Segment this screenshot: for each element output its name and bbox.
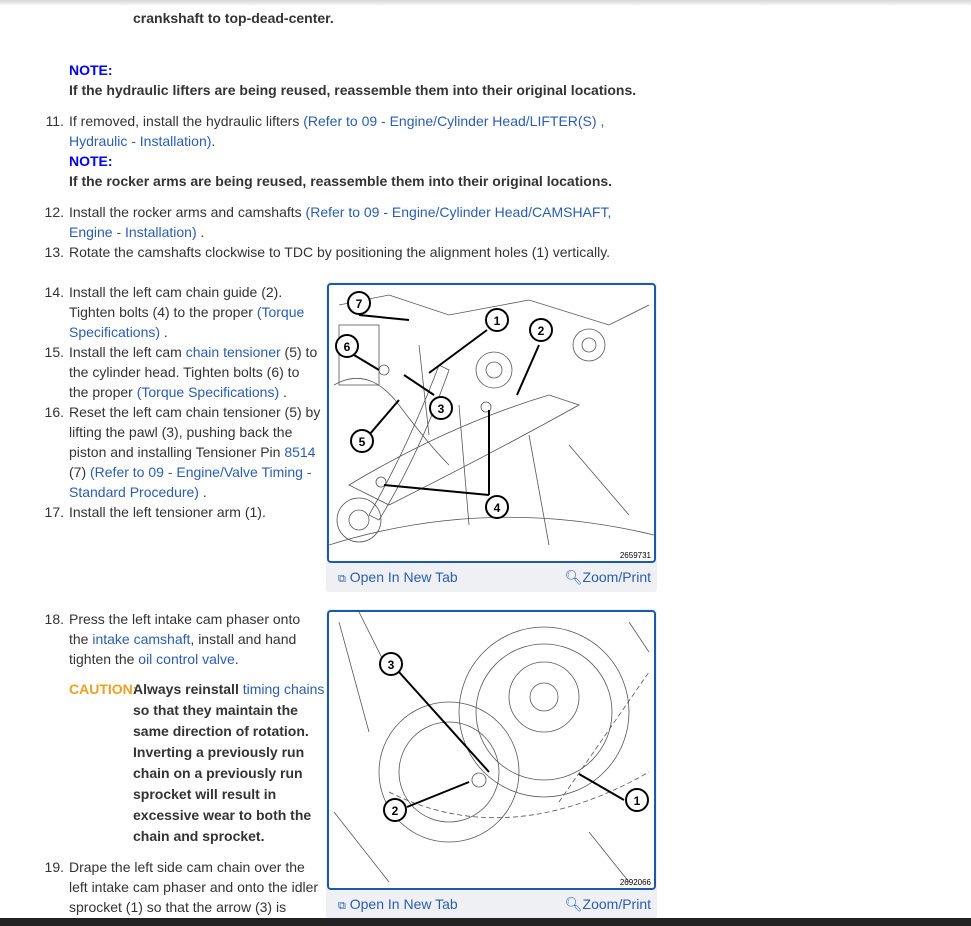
step-number: 18. bbox=[44, 611, 64, 627]
step-18: Press the left intake cam phaser onto the intake camshaft, install and hand tighten the oil control valve. bbox=[69, 611, 301, 667]
zoom-print-link[interactable]: 🔍︎Zoom/Print bbox=[564, 569, 651, 585]
note-text: If the rocker arms are being reused, reassemble them into their original locations. bbox=[69, 173, 613, 189]
top-shadow bbox=[0, 0, 971, 5]
chain-tensioner-link[interactable]: chain tensioner bbox=[185, 344, 281, 360]
step-12: Install the rocker arms and camshafts (Refer to 09 - Engine/Cylinder Head/CAMSHAFT, Engine - Installation) . bbox=[69, 204, 612, 240]
open-in-new-tab-link[interactable]: ⧉ Open In New Tab bbox=[338, 569, 458, 585]
step-19: Drape the left side cam chain over the left intake cam phaser and onto the idler sprocket (1) so that the arrow (3) is bbox=[69, 859, 319, 915]
figure-id: 2659731 bbox=[619, 551, 651, 560]
step-number: 11. bbox=[45, 113, 64, 129]
callout-2: 2 bbox=[391, 804, 399, 818]
step-number: 15. bbox=[44, 344, 64, 360]
step-number: 12. bbox=[44, 204, 64, 220]
callout-1: 1 bbox=[493, 314, 501, 328]
callout-1: 1 bbox=[633, 794, 641, 808]
open-tab-icon: ⧉ bbox=[338, 573, 346, 585]
callout-3: 3 bbox=[387, 658, 395, 672]
zoom-in-icon: 🔍︎ bbox=[564, 896, 583, 912]
step-number: 16. bbox=[44, 404, 64, 420]
step-number: 19. bbox=[44, 859, 64, 875]
step-16: Reset the left cam chain tensioner (5) by lifting the pawl (3), pushing back the piston and installing Tensioner Pin 8514 (7) (Refer to 09 - Engine/Valve Timing - Standard Procedure) . bbox=[69, 404, 321, 500]
callouts bbox=[336, 292, 552, 518]
open-tab-icon: ⧉ bbox=[338, 900, 346, 912]
callout-5: 5 bbox=[358, 435, 366, 449]
camshaft-link[interactable]: (Refer to 09 - Engine/Cylinder Head/CAMSHAFT, Engine - Installation) bbox=[69, 204, 612, 240]
step-13: Rotate the camshafts clockwise to TDC by positioning the alignment holes (1) vertically. bbox=[69, 244, 611, 260]
callout-3: 3 bbox=[437, 402, 445, 416]
callout-4: 4 bbox=[493, 501, 501, 515]
tensioner-pin-link[interactable]: 8514 bbox=[284, 444, 316, 460]
torque-link[interactable]: (Torque Specifications) bbox=[69, 304, 305, 340]
step-14: Install the left cam chain guide (2). Tighten bolts (4) to the proper (Torque Specifications) . bbox=[69, 284, 305, 340]
step-number: 17. bbox=[44, 504, 64, 520]
callout-6: 6 bbox=[343, 340, 351, 354]
torque-link[interactable]: (Torque Specifications) bbox=[136, 384, 280, 400]
continued-text: crankshaft to top-dead-center. bbox=[133, 10, 334, 26]
callout-2: 2 bbox=[537, 324, 545, 338]
engine-timing-illustration bbox=[329, 285, 654, 561]
open-in-new-tab-link[interactable]: ⧉ Open In New Tab bbox=[338, 896, 458, 912]
step-15: Install the left cam chain tensioner (5) to the cylinder head. Tighten bolts (6) to the proper (Torque Specifications) . bbox=[69, 344, 318, 400]
step-11: If removed, install the hydraulic lifters (Refer to 09 - Engine/Cylinder Head/LIFTER(S) , Hydraulic - Installation). bbox=[69, 113, 605, 149]
intake-camshaft-link[interactable]: intake camshaft bbox=[92, 631, 191, 647]
figure-id: 2692066 bbox=[619, 878, 651, 887]
caution-text: Always reinstall timing chains so that they maintain the same direction of rotation. Inverting a previously run chain on a previously run sprocket will result in excessive wear to both the chain and sprocket. bbox=[133, 681, 325, 844]
note-label: NOTE: bbox=[69, 62, 113, 78]
step-number: 14. bbox=[44, 284, 64, 300]
note-text: If the hydraulic lifters are being reused, reassemble them into their original locations. bbox=[69, 82, 637, 98]
figure-image-1[interactable] bbox=[327, 283, 656, 563]
note-label: NOTE: bbox=[69, 153, 113, 169]
zoom-print-link[interactable]: 🔍︎Zoom/Print bbox=[564, 896, 651, 912]
callout-7: 7 bbox=[355, 297, 363, 311]
figure-panel-2 bbox=[326, 609, 657, 919]
figure-image-2[interactable] bbox=[327, 610, 656, 890]
step-17: Install the left tensioner arm (1). bbox=[69, 504, 266, 520]
figure-panel-1 bbox=[326, 282, 657, 592]
bottom-bar bbox=[0, 918, 971, 926]
valve-timing-link[interactable]: (Refer to 09 - Engine/Valve Timing - Standard Procedure) bbox=[69, 464, 312, 500]
cam-phaser-illustration bbox=[329, 612, 654, 888]
caution-label: CAUTION: bbox=[69, 681, 138, 697]
timing-chains-link[interactable]: timing chains bbox=[242, 681, 325, 697]
step-number: 13. bbox=[44, 244, 64, 260]
lifters-link[interactable]: (Refer to 09 - Engine/Cylinder Head/LIFTER(S) , Hydraulic - Installation) bbox=[69, 113, 605, 149]
oil-control-valve-link[interactable]: oil control valve bbox=[138, 651, 235, 667]
zoom-in-icon: 🔍︎ bbox=[564, 569, 583, 585]
